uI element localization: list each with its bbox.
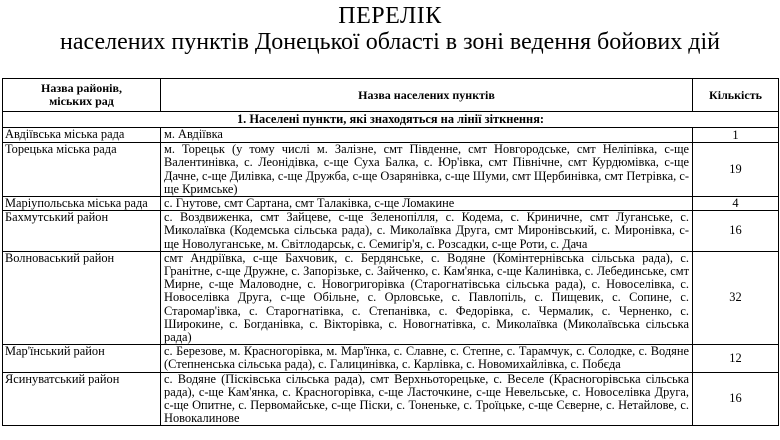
count-cell: 12 [693,345,779,372]
places-cell: с. Березове, м. Красногорівка, м. Мар'їнка, с. Славне, с. Степне, с. Тарамчук, с. Солодке, с. Водяне (Степненська сільська рада), с. Галицинівка, с. Карлівка, с. Новомихайлівка, с. Побєда [161,345,693,372]
count-cell: 32 [693,251,779,344]
table-row [3,251,779,344]
district-cell: Мар'їнський район [3,345,161,372]
district-cell: Маріупольська міська рада [3,197,161,211]
document-subtitle: населених пунктів Донецької області в зоні ведення бойових дій [60,29,720,55]
count-cell: 19 [693,143,779,197]
places-cell: смт Андріївка, с-ще Бахчовик, с. Бердянське, с. Водяне (Комінтернівська сільська рада), с. Гранітне, с-ще Дружне, с. Запорізьке, с. Зайченко, с. Кам'янка, с-ще Калинівка, с. Лебединське, смт Мирне, с-ще Маловодне, с. Новогригорівка (Старогнатівська сільська рада), с. Новоселівка, с. Новоселівка Друга, с-ще Обільне, с. Орловське, с. Павлопіль, с. Пищевик, с. Сопине, с. Старомар'івка, с. Старогнатівка, с. Степанівка, с. Федорівка, с. Чермалик, с. Черненко, с. Широкине, с. Богданівка, с. Вікторівка, с. Новогнатівка, с. Миколаївка (Миколаївська сільська рада) [161,251,693,344]
district-cell: Волноваський район [3,251,161,344]
section-title: 1. Населені пункти, які знаходяться на лінії зіткнення: [3,112,779,128]
count-cell: 16 [693,211,779,252]
header-places: Назва населених пунктів [161,79,693,112]
count-cell: 1 [693,128,779,143]
places-cell: с. Воздвиженка, смт Зайцеве, с-ще Зеленопілля, с. Кодема, с. Криничне, смт Луганське, с. Миколаївка (Кодемська сільська рада), с. Миколаївка Друга, смт Миронівський, с. Миронівка, с-ще Новолуганське, м. Світлодарськ, с. Семигір'я, с. Розсадки, с-ще Роти, с. Дача [161,211,693,252]
count-cell: 4 [693,197,779,211]
table-row [3,197,779,211]
places-cell: с. Гнутове, смт Сартана, смт Талаківка, с-ще Ломакине [161,197,693,211]
count-cell: 16 [693,372,779,426]
header-district: Назва районів, міських рад [3,79,161,112]
table-row [3,372,779,426]
district-cell: Торецька міська рада [3,143,161,197]
table-row [3,143,779,197]
district-cell: Авдіївська міська рада [3,128,161,143]
table-row [3,211,779,252]
district-cell: Бахмутський район [3,211,161,252]
document-title: ПЕРЕЛІК [338,3,442,29]
table-row [3,345,779,372]
places-cell: м. Авдіївка [161,128,693,143]
table-header-row [3,79,779,112]
section-row [3,112,779,128]
places-cell: м. Торецьк (у тому числі м. Залізне, смт Південне, смт Новгородське, смт Неліпівка, с-ще Валентинівка, с. Леонідівка, с-ще Суха Балка, с. Юр'івка, смт Північне, смт Курдюмівка, с-ще Дачне, с-ще Дилівка, с-ще Дружба, с-ще Озарянівка, с-ще Шуми, смт Щербинівка, смт Петрівка, с-ще Кримське) [161,143,693,197]
header-count: Кількість [693,79,779,112]
table-row [3,128,779,143]
district-cell: Ясинуватський район [3,372,161,426]
settlements-table [2,78,779,426]
places-cell: с. Водяне (Пісківська сільська рада), смт Верхньоторецьке, с. Веселе (Красногорівська сільська рада), с-ще Кам'янка, с. Красногорівка, с-ще Ласточкине, с-ще Невельське, с. Новоселівка Друга, с-ще Опитне, с. Первомайське, с-ще Піски, с. Тоненьке, с. Троїцьке, с-ще Сєверне, с. Нетайлове, с. Новокалинове [161,372,693,426]
